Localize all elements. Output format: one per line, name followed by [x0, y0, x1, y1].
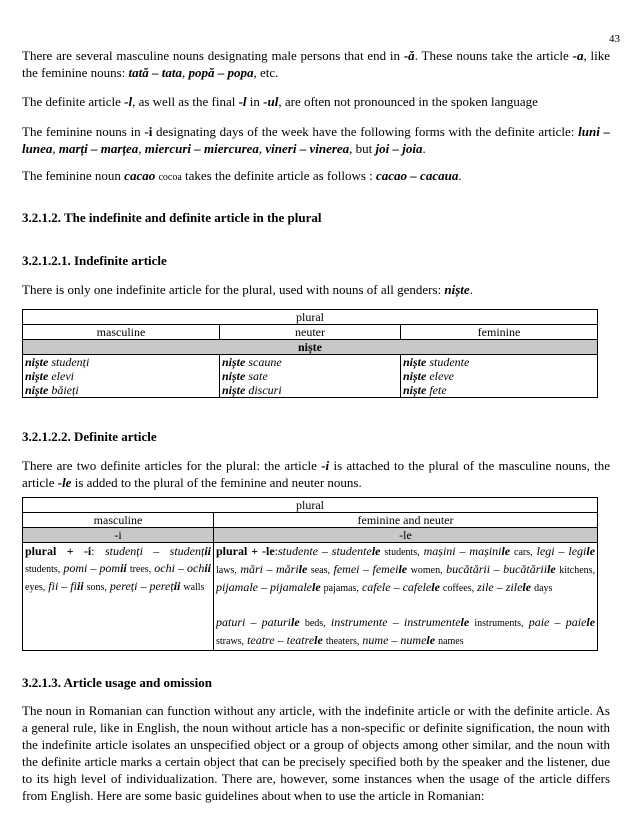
cell-feminine-examples: plural + -le:studente – studentele students, mașini – mașinile cars, legi – legile laws, mări – mările seas, femei – femeile women, bucătării – bucătăriile kitchens, pijamale – pijamalele pajamas, cafele – cafelele coffees, zile – zilele days paturi – paturile beds, instrumente – instrumentele instruments, paie – paiele straws, teatre – teatrele theaters, nume – numele names [214, 543, 598, 651]
paragraph-masculine-a: There are several masculine nouns designating male persons that end in -ă. These nouns take the article -a, like the feminine nouns: tată – tata, popă – popa, etc. [22, 48, 610, 80]
indefinite-article-table [22, 309, 598, 398]
page-number: 43 [609, 33, 620, 45]
paragraph-definite-l: The definite article -l, as well as the final -l in -ul, are often not pronounced in the spoken language [22, 94, 538, 109]
article-i: -i [23, 528, 214, 543]
col-masculine: masculine [23, 325, 220, 340]
cell-masculine: niște studenți niște elevi niște băieți [23, 355, 220, 398]
table-header: plural [23, 310, 598, 325]
cell-masculine-examples: plural + -i: studenți – studenții students, pomi – pomii trees, ochi – ochii eyes, fii – fiii sons, pereți – pereții walls [23, 543, 214, 651]
col-neuter: neuter [220, 325, 401, 340]
col-masculine: masculine [23, 513, 214, 528]
heading-plural: 3.2.1.2. The indefinite and definite article in the plural [22, 210, 322, 225]
heading-indefinite: 3.2.1.2.1. Indefinite article [22, 253, 167, 268]
article-le: -le [214, 528, 598, 543]
paragraph-usage: The noun in Romanian can function without any article, with the indefinite article or with the definite article. As a general rule, like in English, the noun without article has a non-specific or definite signification, the noun with the indefinite article isolates an unspecified object or a group of objects among other similar, and the noun with the definite article marks a certain object that can be precisely specified both by the speaker and the listener, due to its high level of individualization. There are, however, some instances when the usage of the article differs from English. Here are some basic guidelines about when to use the article in Romanian: [22, 703, 610, 803]
paragraph-definite: There are two definite articles for the plural: the article -i is attached to the plural of the masculine nouns, the article -le is added to the plural of the feminine and neuter nouns. [22, 458, 610, 490]
paragraph-cacao: The feminine noun cacao cocoa takes the definite article as follows : cacao – cacaua. [22, 168, 462, 183]
paragraph-indefinite: There is only one indefinite article for the plural, used with nouns of all genders: niște. [22, 282, 473, 297]
article-row: niște [23, 340, 598, 355]
cell-neuter: niște scaune niște sate niște discuri [220, 355, 401, 398]
paragraph-days: The feminine nouns in -i designating days of the week have the following forms with the definite article: luni – lunea, marți – marțea, miercuri – miercurea, vineri – vinerea, but joi – joia. [22, 124, 611, 156]
heading-definite: 3.2.1.2.2. Definite article [22, 429, 157, 444]
col-feminine: feminine [401, 325, 598, 340]
cell-feminine: niște studente niște eleve niște fete [401, 355, 598, 398]
heading-usage: 3.2.1.3. Article usage and omission [22, 675, 212, 690]
definite-article-table [22, 497, 598, 651]
col-feminine-neuter: feminine and neuter [214, 513, 598, 528]
table-header: plural [23, 498, 598, 513]
